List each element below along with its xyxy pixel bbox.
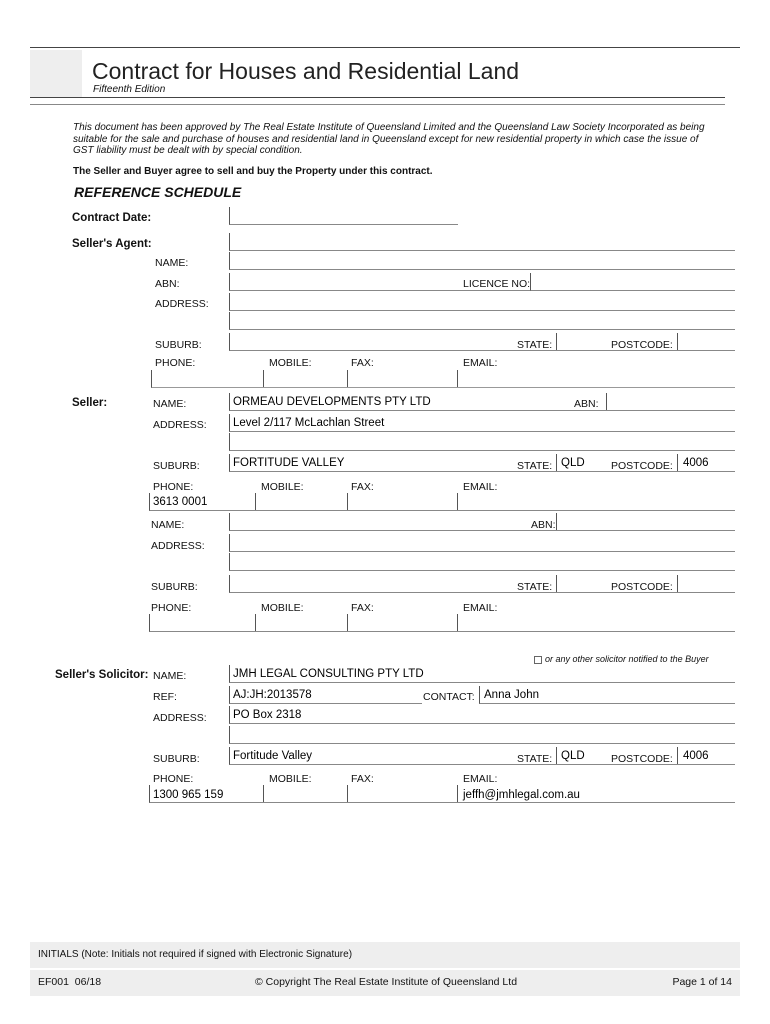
solicitor-address-line2[interactable] [229, 726, 735, 744]
agent-phone-row[interactable] [151, 370, 735, 388]
agent-name-label: NAME: [155, 257, 189, 269]
solicitor-name-value: JMH LEGAL CONSULTING PTY LTD [233, 668, 424, 680]
agent-abn-label: ABN: [155, 278, 180, 290]
solicitor-name-label: NAME: [153, 670, 187, 682]
solicitor-heading: Seller's Solicitor: [55, 669, 149, 681]
agree-text: The Seller and Buyer agree to sell and buy the Property under this contract. [73, 166, 433, 177]
agent-name-field[interactable] [229, 252, 735, 270]
seller-phone-value: 3613 0001 [153, 496, 208, 508]
intro-text: This document has been approved by The Real Estate Institute of Queensland Limited and the Queensland Law Society Incorporated as being suitable for the sale and purchase of houses and residential land in Queensland except for new residential property in which case the issue of GST liability must be dealt with by special condition. [73, 122, 705, 156]
seller2-postcode-label: POSTCODE: [611, 581, 673, 593]
agent-mobile-label: MOBILE: [269, 357, 312, 369]
seller-state-value: QLD [561, 457, 585, 469]
solicitor-ref-value: AJ:JH:2013578 [233, 689, 312, 701]
seller2-suburb-label: SUBURB: [151, 581, 198, 593]
seller2-fax-label: FAX: [351, 602, 374, 614]
solicitor-contact-label: CONTACT: [423, 691, 475, 703]
page-number: Page 1 of 14 [672, 976, 732, 988]
document-title: Contract for Houses and Residential Land [92, 58, 520, 84]
seller-postcode-value: 4006 [683, 457, 709, 469]
initials-note: INITIALS (Note: Initials not required if signed with Electronic Signature) [38, 949, 353, 960]
seller-phone-label: PHONE: [153, 481, 194, 493]
solicitor-phone-label: PHONE: [153, 773, 194, 785]
seller-address-label: ADDRESS: [153, 419, 207, 431]
agent-suburb-label: SUBURB: [155, 339, 202, 351]
solicitor-fax-label: FAX: [351, 773, 374, 785]
solicitor-suburb-label: SUBURB: [153, 753, 200, 765]
other-solicitor-note: or any other solicitor notified to the Buyer [545, 654, 709, 664]
solicitor-state-label: STATE: [517, 753, 553, 765]
solicitor-address-label: ADDRESS: [153, 712, 207, 724]
seller-address-value: Level 2/117 McLachlan Street [233, 417, 385, 429]
agent-address-field[interactable] [229, 293, 735, 311]
agent-fax-label: FAX: [351, 357, 374, 369]
solicitor-postcode-value: 4006 [683, 750, 709, 762]
footer-bar [30, 970, 740, 996]
other-solicitor-checkbox[interactable] [534, 656, 542, 664]
seller2-name-label: NAME: [151, 519, 185, 531]
seller-postcode-label: POSTCODE: [611, 460, 673, 472]
agent-licence-label: LICENCE NO: [463, 278, 531, 290]
seller2-phone-label: PHONE: [151, 602, 192, 614]
solicitor-ref-label: REF: [153, 691, 177, 703]
seller2-email-label: EMAIL: [463, 602, 498, 614]
agent-top-field[interactable] [229, 233, 735, 251]
seller-abn-label: ABN: [574, 398, 599, 410]
seller-mobile-label: MOBILE: [261, 481, 304, 493]
solicitor-contact-value: Anna John [484, 689, 539, 701]
schedule-title: REFERENCE SCHEDULE [74, 184, 242, 200]
form-code: EF001 06/18 [38, 976, 102, 988]
seller-suburb-value: FORTITUDE VALLEY [233, 457, 345, 469]
seller2-phone-row[interactable] [149, 614, 735, 632]
agent-licence-field[interactable] [530, 273, 735, 291]
agent-state-label: STATE: [517, 339, 553, 351]
seller-state-label: STATE: [517, 460, 553, 472]
solicitor-email-label: EMAIL: [463, 773, 498, 785]
title-band [30, 50, 82, 97]
solicitor-mobile-label: MOBILE: [269, 773, 312, 785]
seller2-address-line2[interactable] [229, 553, 735, 571]
solicitor-address-field[interactable] [229, 706, 735, 724]
seller-address-line2[interactable] [229, 433, 735, 451]
solicitor-email-value: jeffh@jmhlegal.com.au [463, 789, 580, 801]
seller2-abn-label: ABN: [531, 519, 556, 531]
seller-phone-row[interactable] [149, 493, 735, 511]
seller2-name-field[interactable] [229, 513, 735, 531]
edition-label: Fifteenth Edition [93, 84, 166, 95]
agent-postcode-label: POSTCODE: [611, 339, 673, 351]
agent-heading: Seller's Agent: [72, 238, 152, 250]
agent-email-label: EMAIL: [463, 357, 498, 369]
seller2-state-label: STATE: [517, 581, 553, 593]
seller-fax-label: FAX: [351, 481, 374, 493]
seller-heading: Seller: [72, 397, 108, 409]
seller2-address-label: ADDRESS: [151, 540, 205, 552]
solicitor-suburb-value: Fortitude Valley [233, 750, 313, 762]
seller-email-label: EMAIL: [463, 481, 498, 493]
contract-date-label: Contract Date: [72, 212, 152, 224]
initials-bar [30, 942, 740, 968]
seller2-mobile-label: MOBILE: [261, 602, 304, 614]
solicitor-address-value: PO Box 2318 [233, 709, 302, 721]
agent-phone-label: PHONE: [155, 357, 196, 369]
copyright: © Copyright The Real Estate Institute of Queensland Ltd [255, 976, 518, 988]
solicitor-phone-row[interactable] [149, 785, 735, 803]
seller-suburb-label: SUBURB: [153, 460, 200, 472]
solicitor-postcode-label: POSTCODE: [611, 753, 673, 765]
solicitor-phone-value: 1300 965 159 [153, 789, 224, 801]
contract-date-field[interactable] [229, 207, 458, 225]
solicitor-state-value: QLD [561, 750, 585, 762]
seller2-address-field[interactable] [229, 534, 735, 552]
agent-address-label: ADDRESS: [155, 298, 209, 310]
agent-address-line2[interactable] [229, 312, 735, 330]
seller-name-label: NAME: [153, 398, 187, 410]
seller-name-value: ORMEAU DEVELOPMENTS PTY LTD [233, 396, 431, 408]
